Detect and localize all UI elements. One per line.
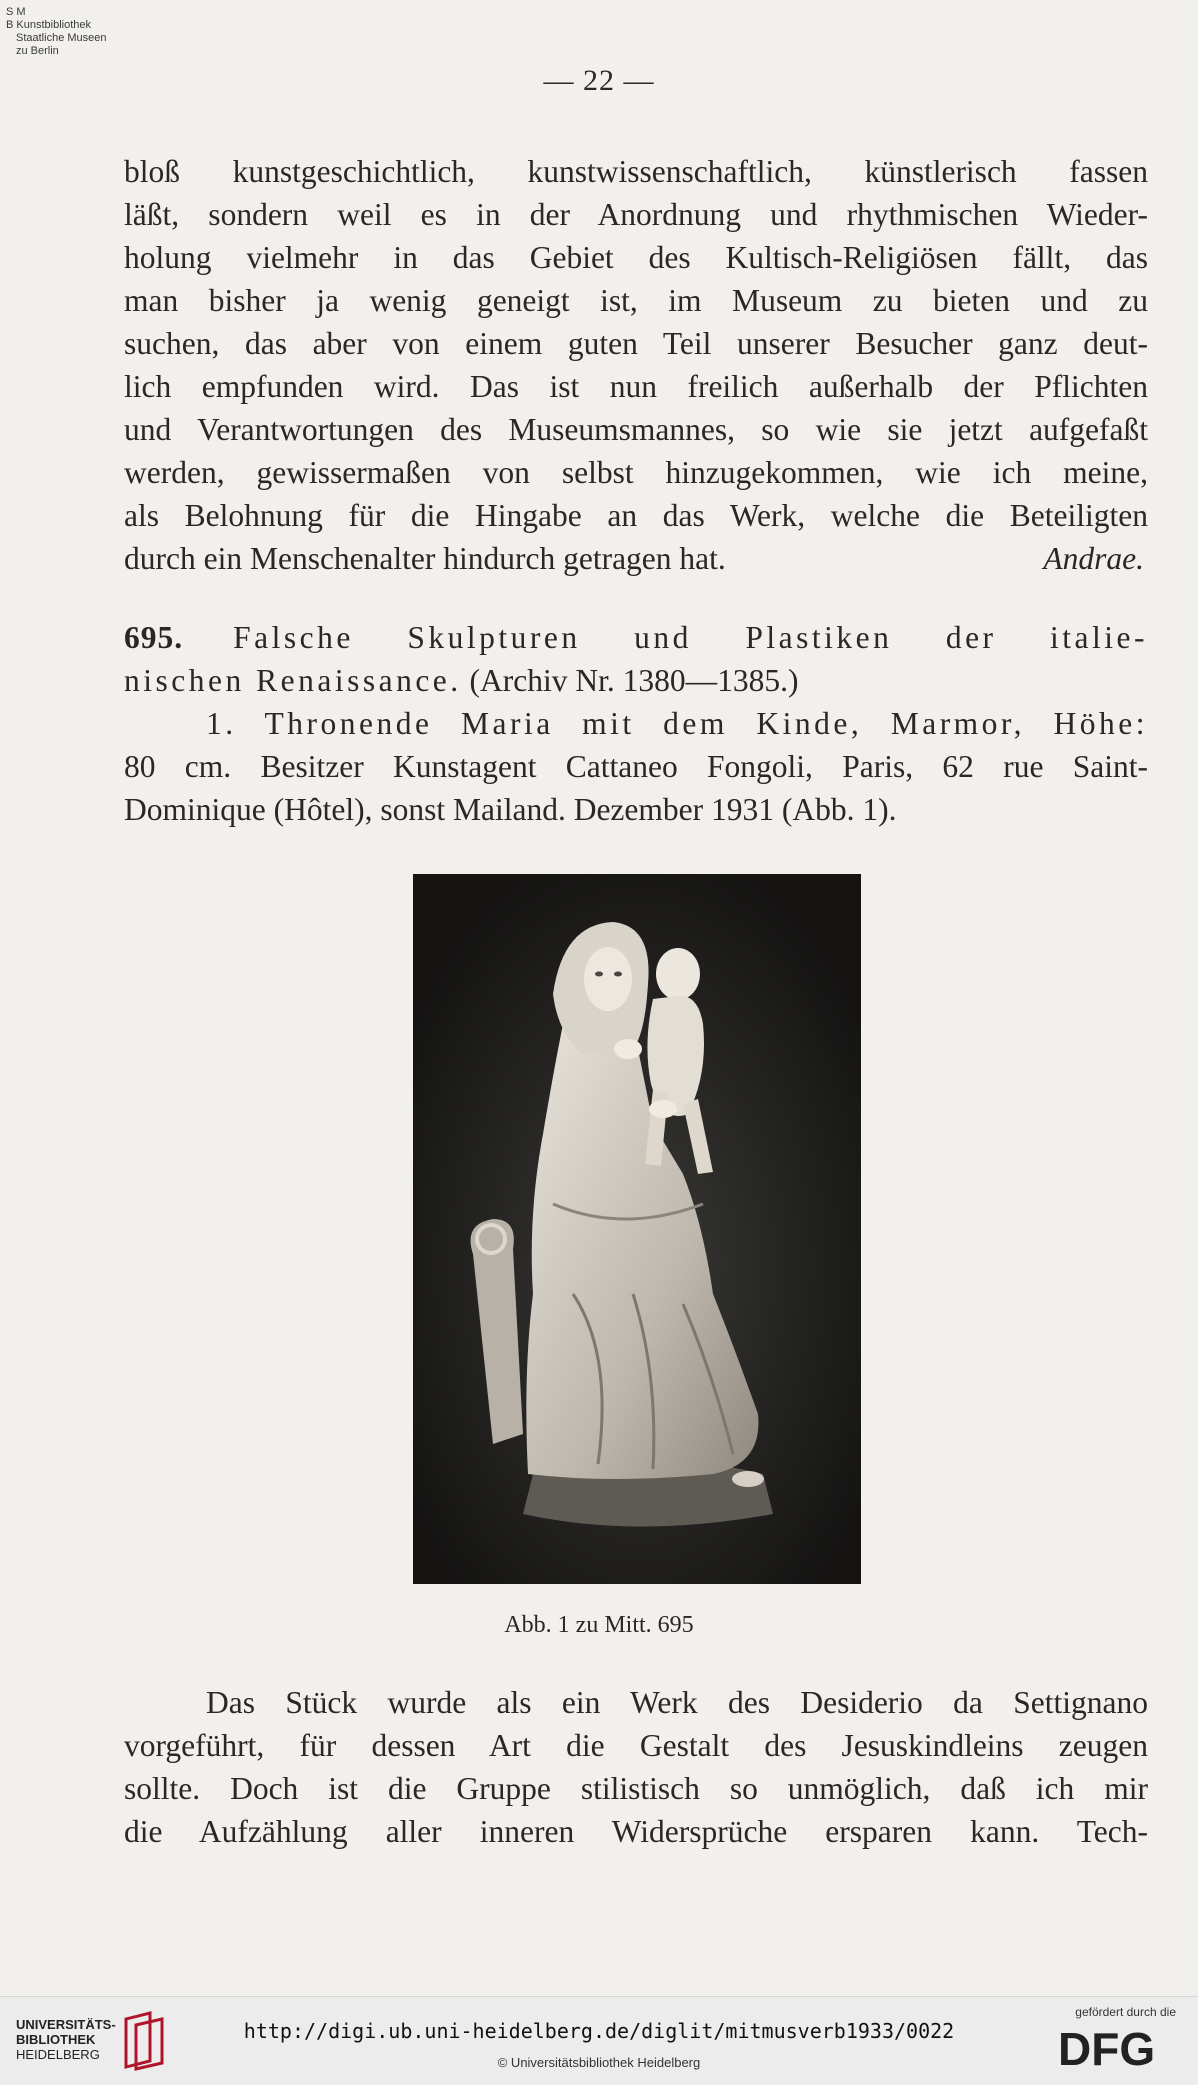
author-signature: Andrae. [1043,541,1144,576]
paragraph-3 [124,1681,1148,1853]
section-title: Falsche Skulpturen und Plastiken der italie- [233,620,1149,655]
text-line: sollte. Doch ist die Gruppe stilistisch so unmöglich, daß ich mir [124,1771,1148,1806]
viewer-footer [0,1996,1198,2085]
page-number: — 22 — [543,64,655,97]
text-line: die Aufzählung aller inneren Widersprüche ersparen kann. Tech- [124,1814,1148,1849]
text-line: suchen, das aber von einem guten Teil unserer Besucher ganz deut- [124,326,1148,361]
section-695 [124,616,1148,831]
text-line: durch ein Menschenalter hindurch getragen hat. Andrae. [124,537,1148,580]
ub-heidelberg-logo[interactable]: UNIVERSITÄTS- BIBLIOTHEK HEIDELBERG [16,2017,116,2062]
library-stamp: S M B Kunstbibliothek Staatliche Museen zu Berlin [6,6,107,57]
svg-text:DFG: DFG [1058,2023,1156,2073]
figure-caption: Abb. 1 zu Mitt. 695 [504,1612,694,1638]
dfg-logo[interactable] [1056,2019,1176,2073]
paragraph-1 [124,150,1148,580]
copyright-notice: © Universitätsbibliothek Heidelberg [497,2055,701,2070]
text-line: holung vielmehr in das Gebiet des Kultisch-Religiösen fällt, das [124,240,1148,275]
text-line: läßt, sondern weil es in der Anordnung und rhythmischen Wieder- [124,197,1148,232]
text-line: werden, gewissermaßen von selbst hinzugekommen, wie ich meine, [124,455,1148,490]
item-line: Dominique (Hôtel), sonst Mailand. Dezember 1931 (Abb. 1). [124,792,897,827]
item-line: 80 cm. Besitzer Kunstagent Cattaneo Fongoli, Paris, 62 rue Saint- [124,749,1148,784]
text-line: lich empfunden wird. Das ist nun freilich außerhalb der Pflichten [124,369,1148,404]
section-number: 695. [124,620,184,655]
permalink-url[interactable]: http://digi.ub.uni-heidelberg.de/diglit/mitmusverb1933/0022 [243,2019,955,2043]
figure-madonna-photo [413,874,861,1584]
text-line: man bisher ja wenig geneigt ist, im Museum zu bieten und zu [124,283,1148,318]
text-line: vorgeführt, für dessen Art die Gestalt des Jesuskindleins zeugen [124,1728,1148,1763]
text-line: und Verantwortungen des Museumsmannes, so wie sie jetzt aufgefaßt [124,412,1148,447]
text-line: Das Stück wurde als ein Werk des Desiderio da Settignano [206,1685,1148,1720]
text-line: als Belohnung für die Hingabe an das Werk, welche die Beteiligten [124,498,1148,533]
section-heading-line: nischen Renaissance. (Archiv Nr. 1380—1385.) [124,663,799,698]
madonna-sculpture-image [413,874,861,1584]
section-heading-line [124,616,1148,659]
funding-note: gefördert durch die [1075,2005,1176,2019]
item-line: 1. Thronende Maria mit dem Kinde, Marmor, Höhe: [206,706,1148,741]
text-line: bloß kunstgeschichtlich, kunstwissenschaftlich, künstlerisch fassen [124,154,1148,189]
